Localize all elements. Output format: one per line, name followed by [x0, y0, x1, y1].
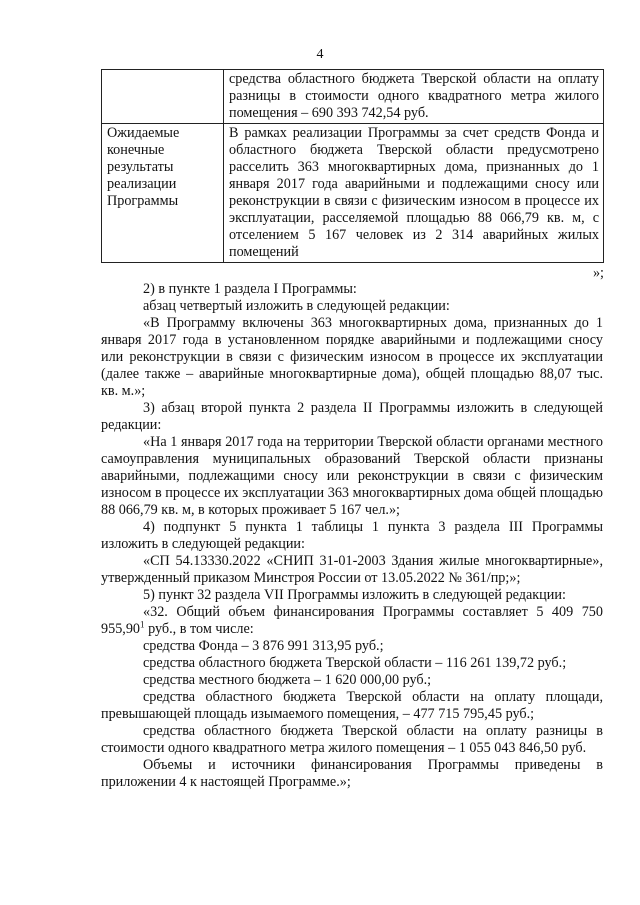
- paragraph: 4) подпункт 5 пункта 1 таблицы 1 пункта 3 раздела III Программы изложить в следующей редакции:: [101, 519, 603, 552]
- paragraph: 2) в пункте 1 раздела I Программы:: [143, 281, 357, 297]
- paragraph-text: «32. Общий объем финансирования Программы составляет 5 409 750 955,90: [101, 604, 603, 637]
- paragraph: [101, 604, 603, 638]
- paragraph: средства областного бюджета Тверской области на оплату разницы в стоимости одного квадратного метра жилого помещения – 1 055 043 846,50 руб.: [101, 723, 603, 756]
- table-cell-label: [102, 70, 224, 124]
- paragraph: средства Фонда – 3 876 991 313,95 руб.;: [143, 638, 384, 654]
- label-line: Программы: [107, 193, 179, 209]
- program-passport-table: [101, 69, 604, 263]
- page-number: 4: [316, 47, 324, 62]
- label-line: Ожидаемые: [107, 125, 180, 141]
- table-row: [102, 124, 604, 263]
- table-row: [102, 70, 604, 124]
- table-cell-label: [102, 124, 224, 263]
- closing-quote: »;: [592, 265, 604, 281]
- table-cell-text: В рамках реализации Программы за счет средств Фонда и областного бюджета Тверской области предусмотрено расселить 363 многоквартирных дома, признанных до 1 января 2017 года аварийными и подлежащими сносу или реконструкции в связи с физическим износом в процессе их эксплуатации, расселяемой площадью 88 066,79 кв. м, с отселением 5 167 человек из 2 314 аварийных жилых помещений: [224, 124, 604, 263]
- paragraph: Объемы и источники финансирования Программы приведены в приложении 4 к настоящей Программе.»;: [101, 757, 603, 790]
- paragraph: абзац четвертый изложить в следующей редакции:: [143, 298, 450, 314]
- paragraph: «На 1 января 2017 года на территории Тверской области органами местного самоуправления муниципальных образований Тверской области признаны аварийными, подлежащими сносу или реконструкции в связи с физическим износом в процессе их эксплуатации 363 многоквартирных дома общей площадью 88 066,79 кв. м, в которых проживает 5 167 чел.»;: [101, 434, 603, 518]
- paragraph: средства местного бюджета – 1 620 000,00 руб.;: [143, 672, 432, 688]
- paragraph: средства областного бюджета Тверской области – 116 261 139,72 руб.;: [143, 655, 567, 671]
- label-line: конечные: [107, 142, 165, 158]
- paragraph: 3) абзац второй пункта 2 раздела II Программы изложить в следующей редакции:: [101, 400, 603, 433]
- table-cell-text: средства областного бюджета Тверской области на оплату разницы в стоимости одного квадратного метра жилого помещения – 690 393 742,54 руб.: [224, 70, 604, 124]
- document-body: [101, 281, 603, 791]
- label-line: реализации: [107, 176, 177, 192]
- footnote-marker: 1: [140, 619, 145, 630]
- paragraph-text: руб., в том числе:: [144, 621, 254, 637]
- paragraph: средства областного бюджета Тверской области на оплату площади, превышающей площадь изымаемого помещения, – 477 715 795,45 руб.;: [101, 689, 603, 722]
- paragraph: 5) пункт 32 раздела VII Программы изложить в следующей редакции:: [143, 587, 566, 603]
- label-line: результаты: [107, 159, 174, 175]
- paragraph: «СП 54.13330.2022 «СНИП 31-01-2003 Здания жилые многоквартирные», утвержденный приказом Минстроя России от 13.05.2022 № 361/пр;»;: [101, 553, 603, 586]
- paragraph: «В Программу включены 363 многоквартирных дома, признанных до 1 января 2017 года в установленном порядке аварийными и подлежащими сносу или реконструкции в связи с физическим износом в процессе их эксплуатации (далее также – аварийные многоквартирные дома), общей площадью 88,07 тыс. кв. м.»;: [101, 315, 603, 399]
